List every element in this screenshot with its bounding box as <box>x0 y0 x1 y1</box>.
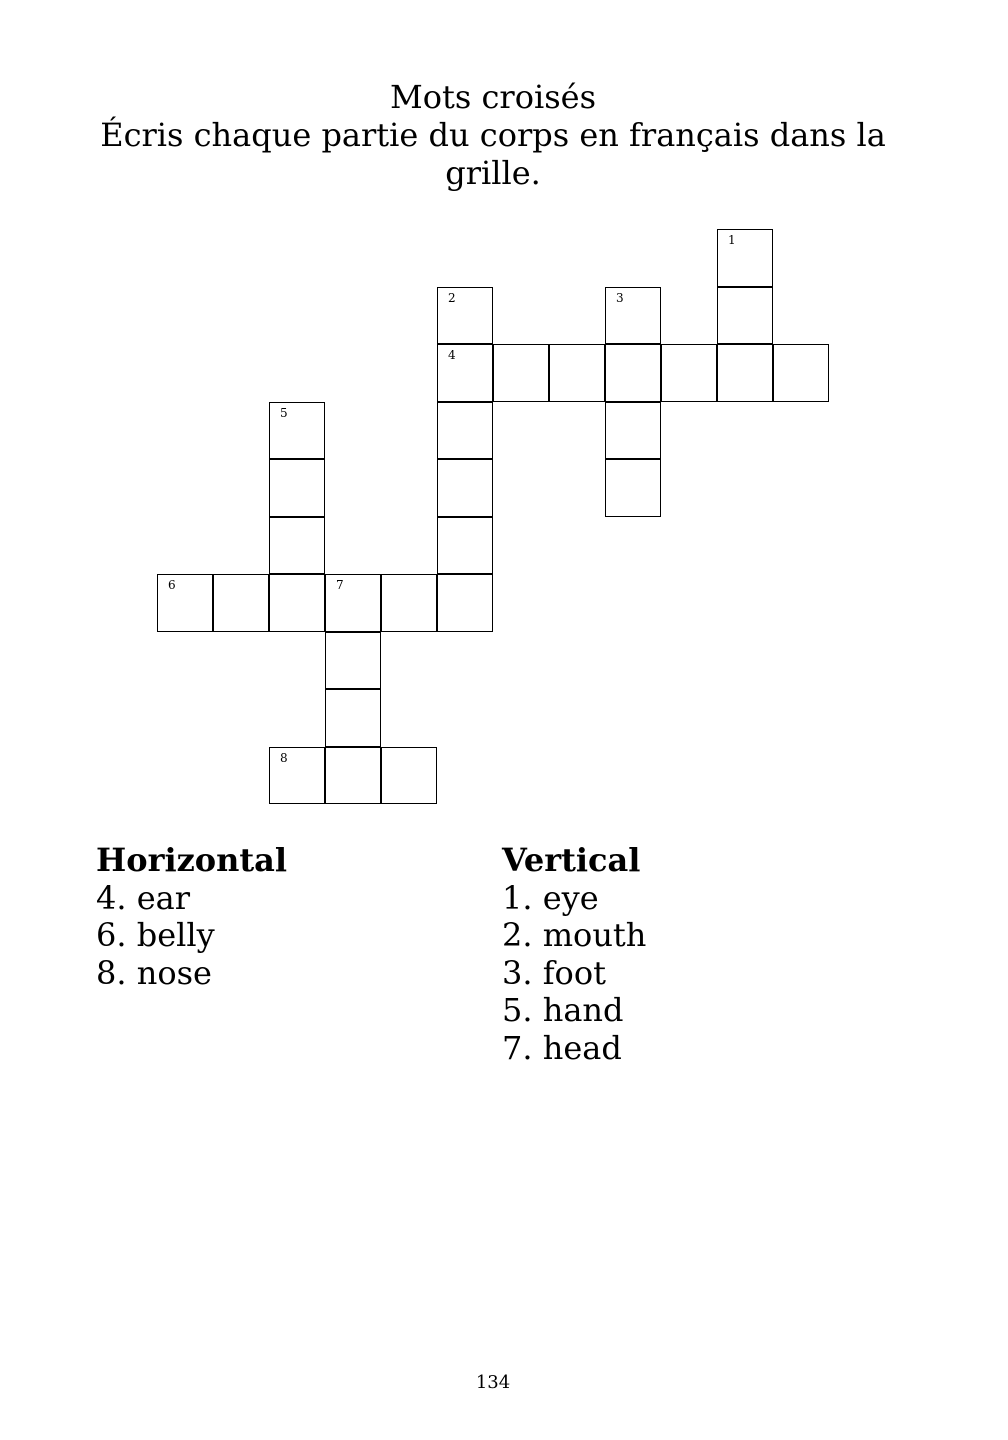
crossword-cell[interactable] <box>269 402 325 460</box>
crossword-cell[interactable] <box>605 459 661 517</box>
crossword-cell[interactable] <box>269 459 325 517</box>
crossword-cell[interactable] <box>717 344 773 402</box>
crossword-cell[interactable] <box>773 344 829 402</box>
crossword-cell[interactable] <box>157 574 213 632</box>
crossword-cell[interactable] <box>605 287 661 345</box>
across-clue: 4. ear <box>96 878 191 917</box>
crossword-cell[interactable] <box>381 747 437 805</box>
across-clue: 6. belly <box>96 916 215 954</box>
clue-number: 8 <box>280 750 288 765</box>
crossword-cell[interactable] <box>437 344 493 402</box>
clue-number: 6 <box>168 578 176 592</box>
clue-number: 2 <box>448 290 456 305</box>
clue-number: 3 <box>616 290 624 305</box>
down-clue: 5. hand <box>502 991 624 1029</box>
crossword-cell[interactable] <box>605 344 661 402</box>
crossword-cell[interactable] <box>325 632 381 690</box>
crossword-cell[interactable] <box>269 747 325 805</box>
crossword-cell[interactable] <box>549 344 605 402</box>
crossword-cell[interactable] <box>325 689 381 747</box>
crossword-cell[interactable] <box>661 344 717 402</box>
worksheet-title: Mots croisés <box>390 78 596 116</box>
crossword-cell[interactable] <box>437 402 493 460</box>
crossword-cell[interactable] <box>325 747 381 805</box>
across-clue: 8. nose <box>96 953 212 992</box>
crossword-cell[interactable] <box>437 459 493 517</box>
across-heading: Horizontal <box>96 841 288 879</box>
crossword-cell[interactable] <box>269 517 325 575</box>
crossword-cell[interactable] <box>325 574 381 632</box>
clue-number: 4 <box>448 348 456 362</box>
crossword-cell[interactable] <box>493 344 549 402</box>
crossword-cell[interactable] <box>381 574 437 632</box>
clue-number: 5 <box>280 405 288 420</box>
down-heading: Vertical <box>502 841 641 879</box>
clue-number: 1 <box>728 233 736 247</box>
down-clue: 7. head <box>502 1028 622 1067</box>
crossword-cell[interactable] <box>269 574 325 632</box>
down-clue: 3. foot <box>502 953 606 992</box>
clue-number: 7 <box>336 578 344 592</box>
crossword-cell[interactable] <box>437 574 493 632</box>
crossword-cell[interactable] <box>717 287 773 345</box>
down-clue: 2. mouth <box>502 916 647 954</box>
down-clue: 1. eye <box>502 878 599 917</box>
crossword-cell[interactable] <box>717 229 773 287</box>
crossword-cell[interactable] <box>437 517 493 575</box>
crossword-cell[interactable] <box>605 402 661 460</box>
worksheet-instructions: Écris chaque partie du corps en français dans la grille. <box>100 116 886 192</box>
crossword-cell[interactable] <box>437 287 493 345</box>
crossword-cell[interactable] <box>213 574 269 632</box>
across-clues <box>96 842 287 992</box>
down-clues <box>502 842 646 1067</box>
page-number: 134 <box>475 1372 511 1393</box>
